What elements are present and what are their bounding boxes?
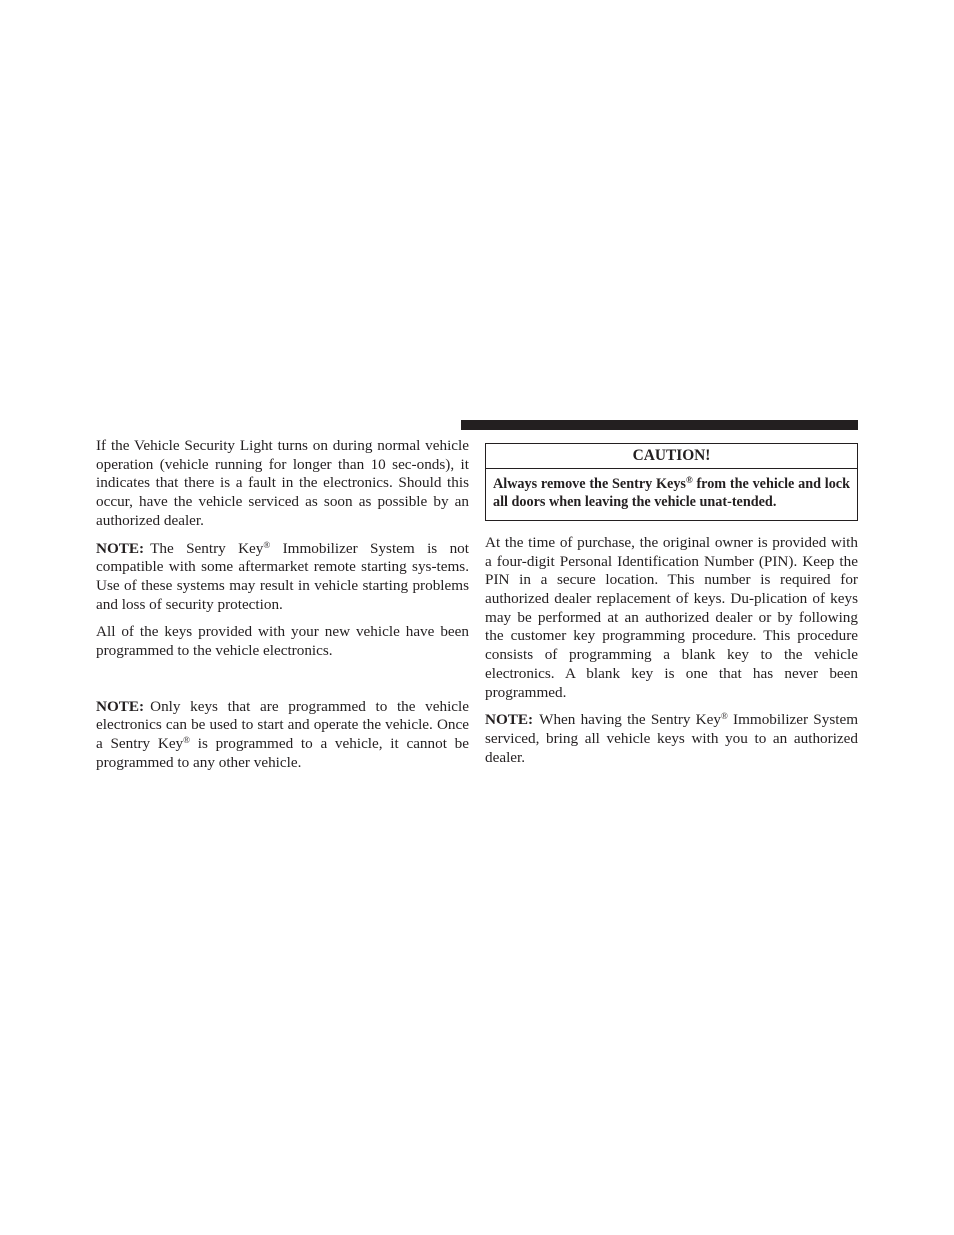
left-column: [96, 437, 469, 782]
note-programmed-keys-paragraph: [96, 698, 469, 773]
caution-text-part: Always remove the Sentry Keys: [493, 475, 686, 492]
note-aftermarket-paragraph: [96, 540, 469, 615]
note-text: Only keys that are programmed to the vehicle electronics can be used to start and operate the vehicle. Once a Sentry Key: [96, 697, 469, 753]
spacer: [96, 670, 469, 698]
caution-text: [486, 469, 857, 520]
note-text: When having the Sentry Key: [539, 711, 721, 729]
note-text: Immobilizer System serviced, bring all vehicle keys with you to an authorized dealer.: [485, 711, 859, 766]
caution-text-part: from the vehicle and lock all doors when leaving the vehicle unat-tended.: [493, 475, 850, 511]
keys-programmed-paragraph: All of the keys provided with your new vehicle have been programmed to the vehicle electronics.: [96, 623, 469, 660]
registered-mark: ®: [720, 711, 728, 722]
note-label: NOTE:: [96, 539, 145, 557]
note-label: NOTE:: [485, 711, 534, 729]
section-header-bar: [461, 420, 858, 430]
pin-paragraph: At the time of purchase, the original owner is provided with a four-digit Personal Identification Number (PIN). Keep the PIN in a secure location. This number is required for authorized dealer replacement of keys. Du-plication of keys may be performed at an authorized dealer or by following the customer key programming procedure. This procedure consists of programming a blank key to the vehicle electronics. A blank key is one that has never been programmed.: [485, 533, 858, 701]
note-text: Immobilizer System is not compatible with some aftermarket remote starting sys-tems. Use of these systems may result in vehicle starting problems and loss of security protection.: [96, 539, 469, 613]
registered-mark: ®: [263, 539, 271, 550]
note-service-paragraph: [485, 711, 858, 767]
caution-box: [485, 443, 858, 521]
note-label: NOTE:: [96, 697, 145, 715]
caution-title: CAUTION!: [486, 444, 857, 469]
note-text: The Sentry Key: [150, 539, 264, 557]
registered-mark: ®: [183, 735, 190, 746]
right-column: [485, 437, 858, 776]
registered-mark: ®: [685, 474, 693, 485]
note-text: is programmed to a vehicle, it cannot be programmed to any other vehicle.: [96, 735, 469, 771]
security-light-paragraph: If the Vehicle Security Light turns on during normal vehicle operation (vehicle running for longer than 10 sec-onds), it indicates that there is a fault in the electronics. Should this occur, have the vehicle serviced as soon as possible by an authorized dealer.: [96, 437, 469, 529]
